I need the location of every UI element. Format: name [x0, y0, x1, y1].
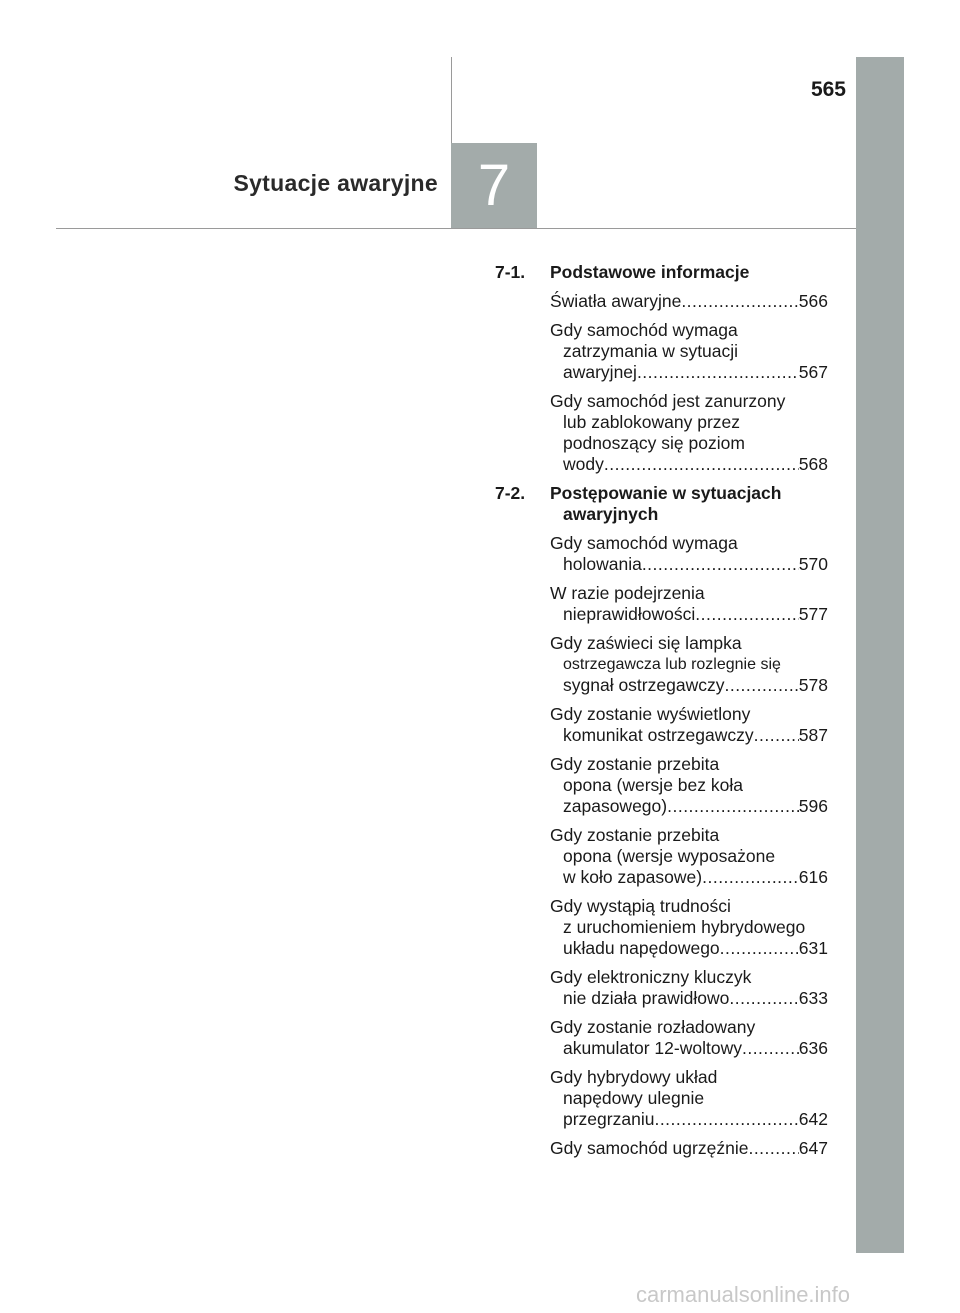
- dot-leader: [702, 867, 799, 888]
- entry-page-number: 631: [798, 938, 828, 958]
- entry-text-line: ostrzegawcza lub rozlegnie się: [563, 656, 781, 673]
- section-title-line: Podstawowe informacje: [550, 262, 750, 282]
- toc-section: [495, 262, 828, 475]
- header-horizontal-rule: [56, 228, 856, 229]
- entry-page-number: 578: [798, 675, 828, 695]
- dot-leader: [724, 675, 798, 696]
- entry-last-line: [550, 1109, 828, 1130]
- entry-text-line: układu napędowego: [563, 938, 720, 958]
- toc-entry[interactable]: [550, 1067, 828, 1130]
- toc-entry[interactable]: [550, 633, 828, 696]
- entry-text-line: lub zablokowany przez: [563, 412, 741, 432]
- entry-last-line: [550, 988, 828, 1009]
- table-of-contents: [495, 262, 828, 1167]
- toc-entry[interactable]: [550, 825, 828, 888]
- entry-last-line: [550, 554, 828, 575]
- toc-entry[interactable]: [550, 533, 828, 575]
- entry-page-number: 642: [798, 1109, 828, 1129]
- entry-text-line: napędowy ulegnie: [563, 1088, 705, 1108]
- section-number: 7-2.: [495, 483, 526, 503]
- dot-leader: [637, 362, 799, 383]
- toc-entry[interactable]: [550, 754, 828, 817]
- dot-leader: [654, 1109, 798, 1130]
- toc-entry[interactable]: [550, 583, 828, 625]
- entry-text-line: Światła awaryjne: [550, 291, 682, 311]
- entry-text-line: wody: [563, 454, 604, 474]
- entry-last-line: [550, 1138, 828, 1159]
- dot-leader: [742, 1038, 799, 1059]
- entry-last-line: [550, 938, 828, 959]
- entry-page-number: 567: [798, 362, 828, 382]
- entry-page-number: 566: [798, 291, 828, 311]
- entry-page-number: 647: [798, 1138, 828, 1158]
- section-title: [550, 483, 828, 525]
- page-number: 565: [810, 78, 846, 101]
- entry-page-number: 633: [798, 988, 828, 1008]
- entry-page-number: 587: [798, 725, 828, 745]
- entry-last-line: [550, 1038, 828, 1059]
- entry-text-line: holowania: [563, 554, 642, 574]
- section-title-line: Postępowanie w sytuacjach: [550, 483, 782, 503]
- entry-page-number: 570: [798, 554, 828, 574]
- entry-text-line: zatrzymania w sytuacji: [563, 341, 739, 361]
- dot-leader: [729, 988, 798, 1009]
- entry-text-line: zapasowego): [563, 796, 668, 816]
- toc-entry[interactable]: [550, 704, 828, 746]
- entry-page-number: 577: [798, 604, 828, 624]
- entry-text-line: komunikat ostrzegawczy: [563, 725, 754, 745]
- watermark: carmanualsonline.info: [636, 1282, 851, 1307]
- dot-leader: [604, 454, 799, 475]
- toc-entry[interactable]: [550, 391, 828, 475]
- dot-leader: [681, 291, 798, 312]
- entry-text-line: przegrzaniu: [563, 1109, 655, 1129]
- entry-last-line: [550, 604, 828, 625]
- entry-page-number: 616: [798, 867, 828, 887]
- entry-text-line: Gdy samochód wymaga: [550, 533, 738, 553]
- entry-last-line: [550, 725, 828, 746]
- entry-page-number: 636: [798, 1038, 828, 1058]
- toc-entry[interactable]: [550, 1017, 828, 1059]
- entry-text-line: Gdy samochód jest zanurzony: [550, 391, 786, 411]
- entry-last-line: [550, 291, 828, 312]
- entry-text-line: Gdy samochód ugrzęźnie: [550, 1138, 749, 1158]
- section-heading: [495, 262, 828, 283]
- entry-page-number: 568: [798, 454, 828, 474]
- entry-text-line: opona (wersje wyposażone: [563, 846, 776, 866]
- entry-last-line: [550, 362, 828, 383]
- dot-leader: [748, 1138, 798, 1159]
- dot-leader: [720, 938, 799, 959]
- entry-text-line: z uruchomieniem hybrydowego: [563, 917, 806, 937]
- toc-entry[interactable]: [550, 967, 828, 1009]
- entry-page-number: 596: [798, 796, 828, 816]
- toc-entry[interactable]: [550, 291, 828, 312]
- entry-text-line: Gdy zostanie przebita: [550, 754, 720, 774]
- entry-text-line: podnoszący się poziom: [563, 433, 745, 453]
- entry-text-line: opona (wersje bez koła: [563, 775, 743, 795]
- toc-entry[interactable]: [550, 896, 828, 959]
- entry-last-line: [550, 454, 828, 475]
- chapter-title: Sytuacje awaryjne: [233, 170, 438, 196]
- dot-leader: [667, 796, 799, 817]
- section-heading: [495, 483, 828, 525]
- entry-text-line: w koło zapasowe): [563, 867, 703, 887]
- entry-text-line: Gdy wystąpią trudności: [550, 896, 731, 916]
- entry-text-line: awaryjnej: [563, 362, 637, 382]
- entry-last-line: [550, 796, 828, 817]
- entry-text-line: Gdy samochód wymaga: [550, 320, 738, 340]
- toc-entry[interactable]: [550, 1138, 828, 1159]
- section-number: 7-1.: [495, 262, 526, 282]
- entry-text-line: Gdy zostanie przebita: [550, 825, 720, 845]
- entry-text-line: Gdy elektroniczny kluczyk: [550, 967, 752, 987]
- dot-leader: [695, 604, 799, 625]
- entry-last-line: [550, 675, 828, 696]
- chapter-side-tab: [856, 57, 904, 1253]
- toc-section: [495, 483, 828, 1159]
- dot-leader: [754, 725, 799, 746]
- chapter-number: 7: [477, 153, 511, 218]
- entry-text-line: Gdy zostanie rozładowany: [550, 1017, 756, 1037]
- dot-leader: [642, 554, 799, 575]
- section-title: [550, 262, 828, 283]
- section-title-line: awaryjnych: [563, 504, 659, 524]
- toc-entry[interactable]: [550, 320, 828, 383]
- entry-text-line: Gdy zostanie wyświetlony: [550, 704, 751, 724]
- entry-text-line: nie działa prawidłowo: [563, 988, 730, 1008]
- chapter-number-box: [451, 143, 537, 228]
- entry-text-line: akumulator 12-woltowy: [563, 1038, 742, 1058]
- entry-text-line: nieprawidłowości: [563, 604, 696, 624]
- entry-text-line: Gdy zaświeci się lampka: [550, 633, 742, 653]
- entry-text-line: Gdy hybrydowy układ: [550, 1067, 718, 1087]
- entry-text-line: W razie podejrzenia: [550, 583, 705, 603]
- entry-text-line: sygnał ostrzegawczy: [563, 675, 725, 695]
- entry-last-line: [550, 867, 828, 888]
